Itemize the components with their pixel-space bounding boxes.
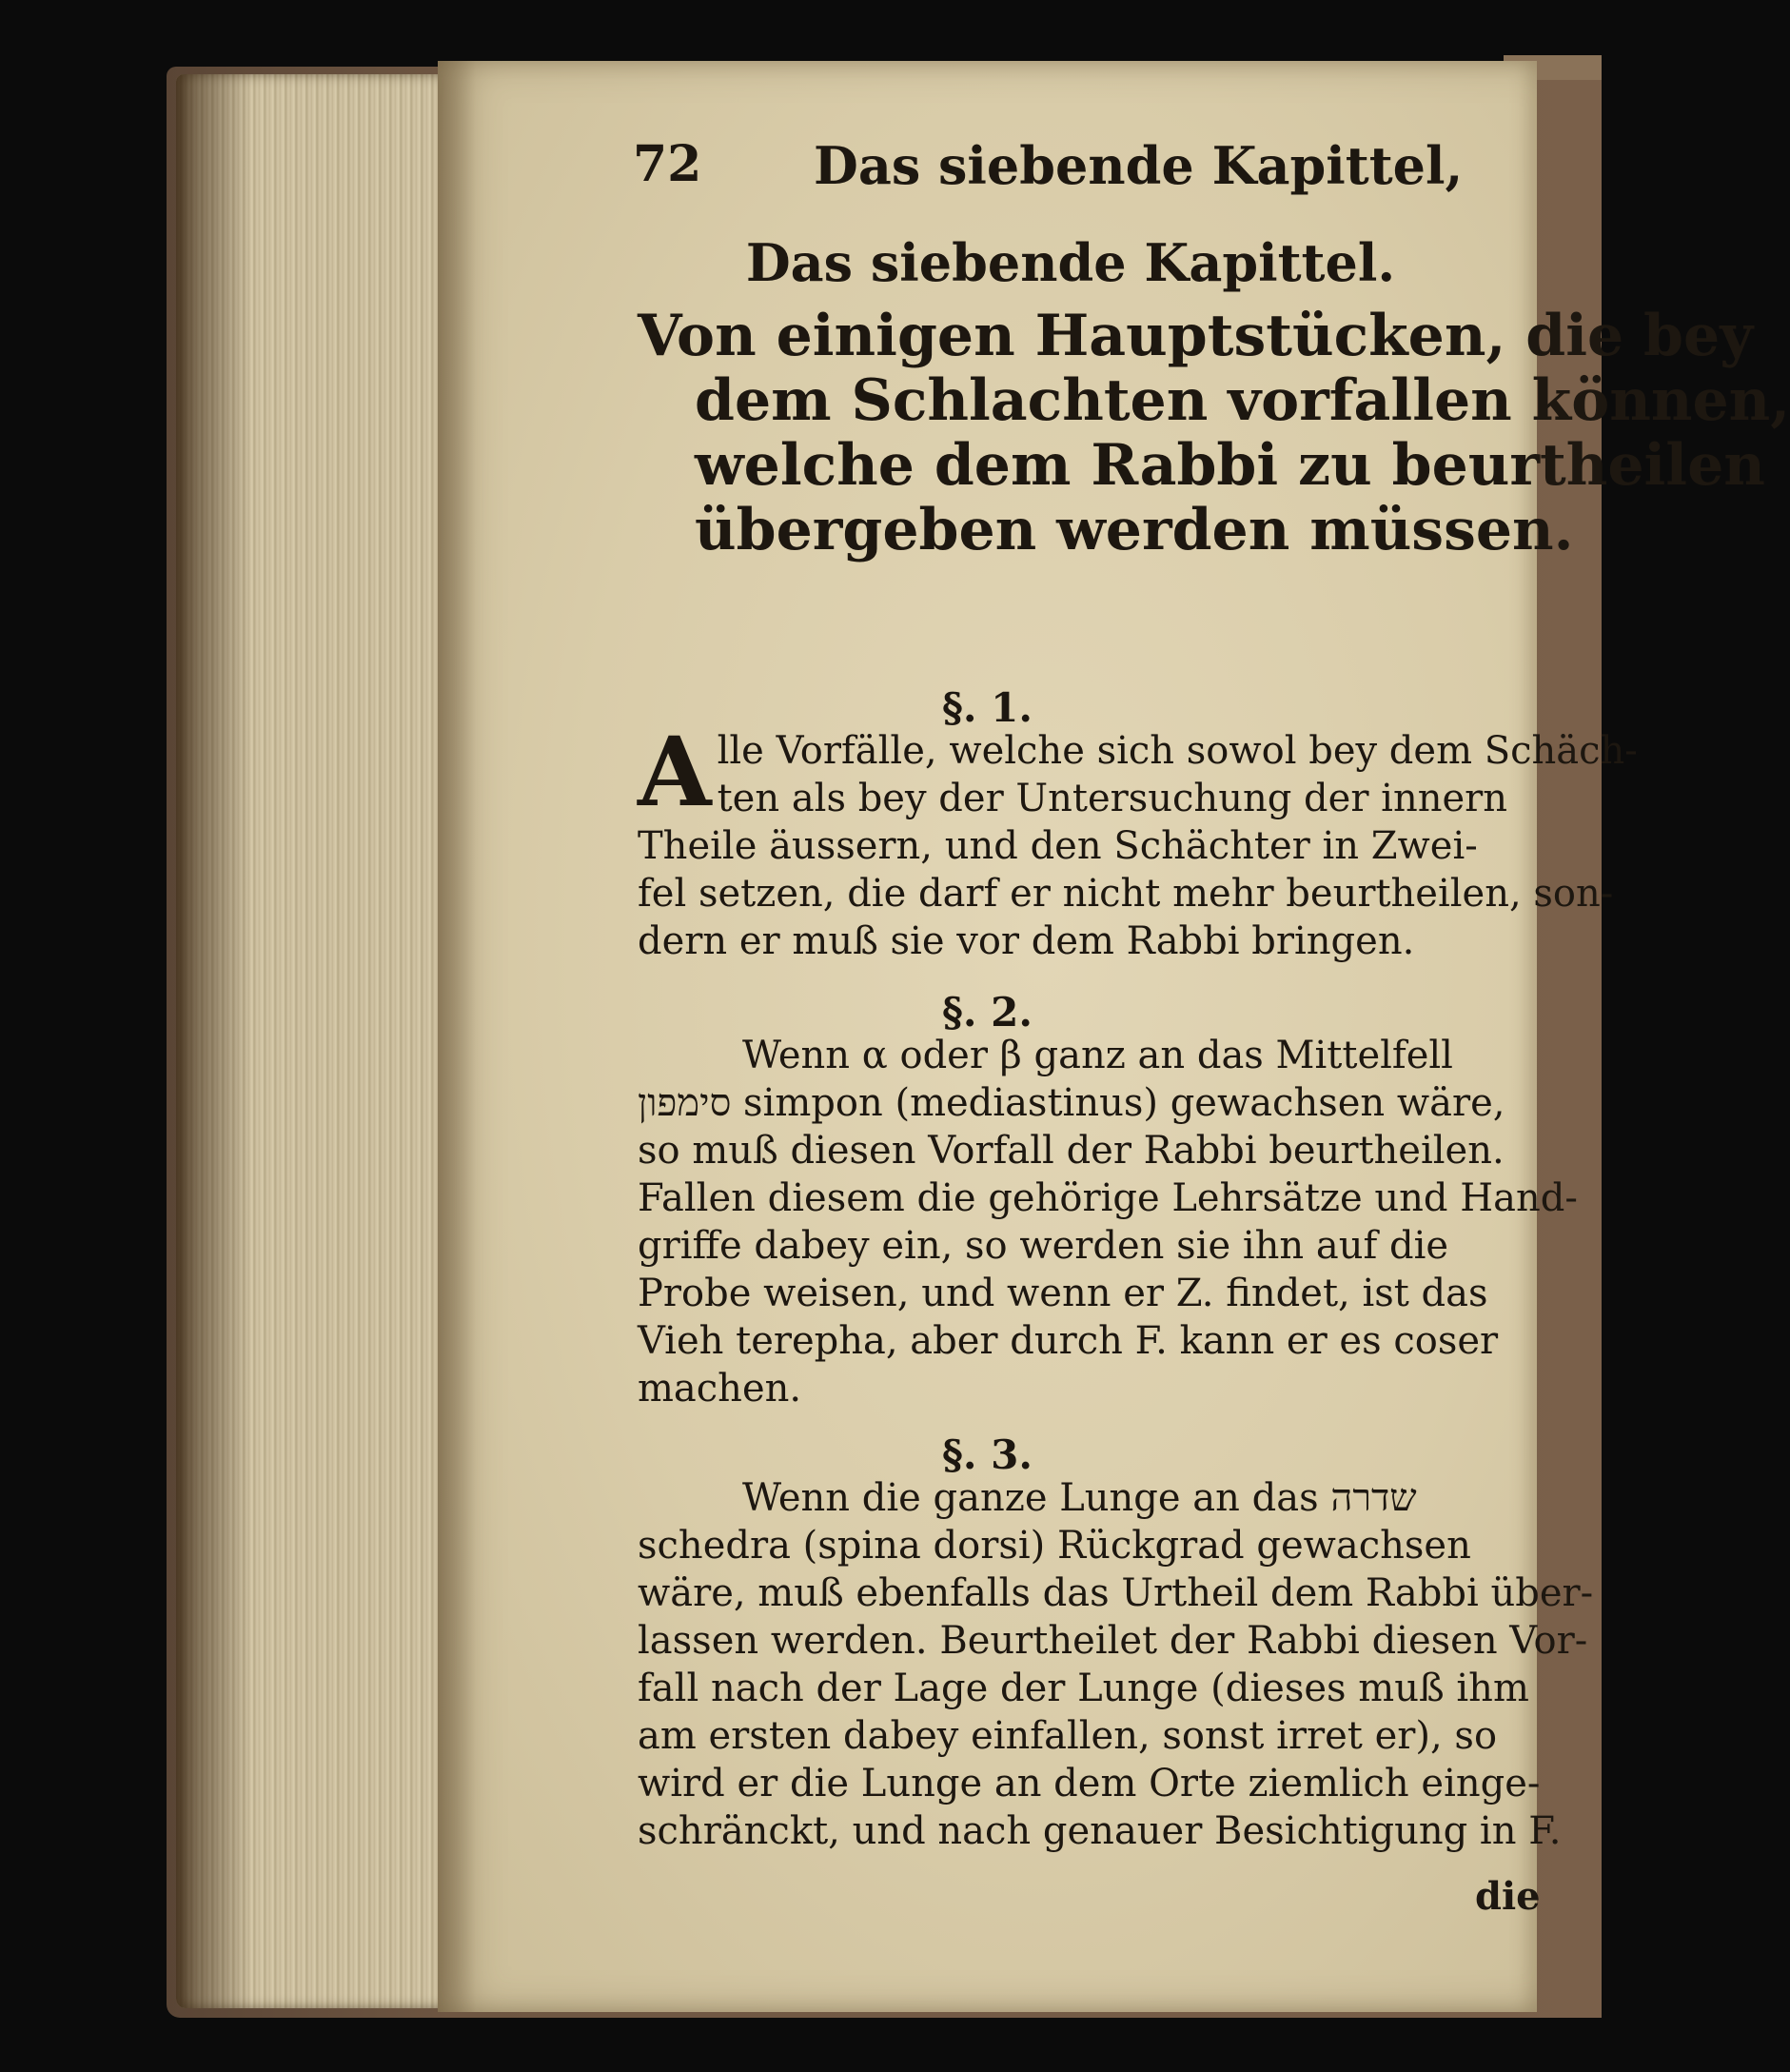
text-line: Fallen diesem die gehörige Lehrsätze und Hand- [638,1176,1578,1220]
text-line: machen. [638,1367,802,1411]
section-mark-1: §. 1. [941,684,1033,731]
text-line: dern er muß sie vor dem Rabbi bringen. [638,919,1415,963]
text-line: griffe dabey ein, so werden sie ihn auf die [638,1224,1449,1268]
text-line: סימפון simpon (mediastinus) gewachsen wäre, [638,1081,1505,1125]
page-number: 72 [633,135,702,193]
heading-line: dem Schlachten vorfallen können, [695,367,1790,434]
text-line: Vieh terepha, aber durch F. kann er es coser [638,1319,1499,1363]
text-line: Wenn die ganze Lunge an das שדרה [742,1476,1417,1520]
paragraph-1 [638,716,1638,965]
heading-line: welche dem Rabbi zu beurtheilen [695,432,1765,499]
running-head [633,135,1470,211]
text-line: lassen werden. Beurtheilet der Rabbi diesen Vor- [638,1619,1588,1663]
text-line: lle Vorfälle, welche sich sowol bey dem Schäch- [717,729,1638,773]
text-line: wäre, muß ebenfalls das Urtheil dem Rabbi über- [638,1571,1594,1615]
text-line: Wenn α oder β ganz an das Mittelfell [742,1034,1453,1077]
section-mark-2: §. 2. [941,989,1033,1036]
text-line: fel setzen, die darf er nicht mehr beurtheilen, son- [638,872,1614,916]
book-page [438,61,1790,2012]
section-mark-3: §. 3. [941,1431,1033,1478]
text-line: schränckt, und nach genauer Besichtigung in F. [638,1809,1562,1853]
page-edges-shadow [176,74,252,2008]
text-line: Theile äussern, und den Schächter in Zwei- [638,824,1478,868]
running-title: Das siebende Kapittel, [814,135,1464,196]
text-line: ten als bey der Untersuchung der innern [717,777,1508,820]
gutter-shadow [438,61,476,2012]
catchword: die [1475,1874,1541,1919]
chapter-heading [638,303,1790,563]
text-line: so muß diesen Vorfall der Rabbi beurtheilen. [638,1129,1505,1173]
heading-line: Von einigen Hauptstücken, die bey [638,303,1754,369]
text-line: schedra (spina dorsi) Rückgrad gewachsen [638,1524,1471,1568]
paragraph-3 [638,1474,1594,1855]
text-line: wird er die Lunge an dem Orte ziemlich einge- [638,1762,1541,1806]
paragraph-2 [638,1032,1578,1412]
drop-cap: A [638,716,712,828]
text-line: Probe weisen, und wenn er Z. findet, ist das [638,1272,1488,1315]
heading-line: übergeben werden müssen. [695,497,1574,563]
text-line: fall nach der Lage der Lunge (dieses muß ihm [638,1667,1529,1710]
text-line: am ersten dabey einfallen, sonst irret er), so [638,1714,1498,1758]
chapter-title: Das siebende Kapittel. [745,232,1396,293]
